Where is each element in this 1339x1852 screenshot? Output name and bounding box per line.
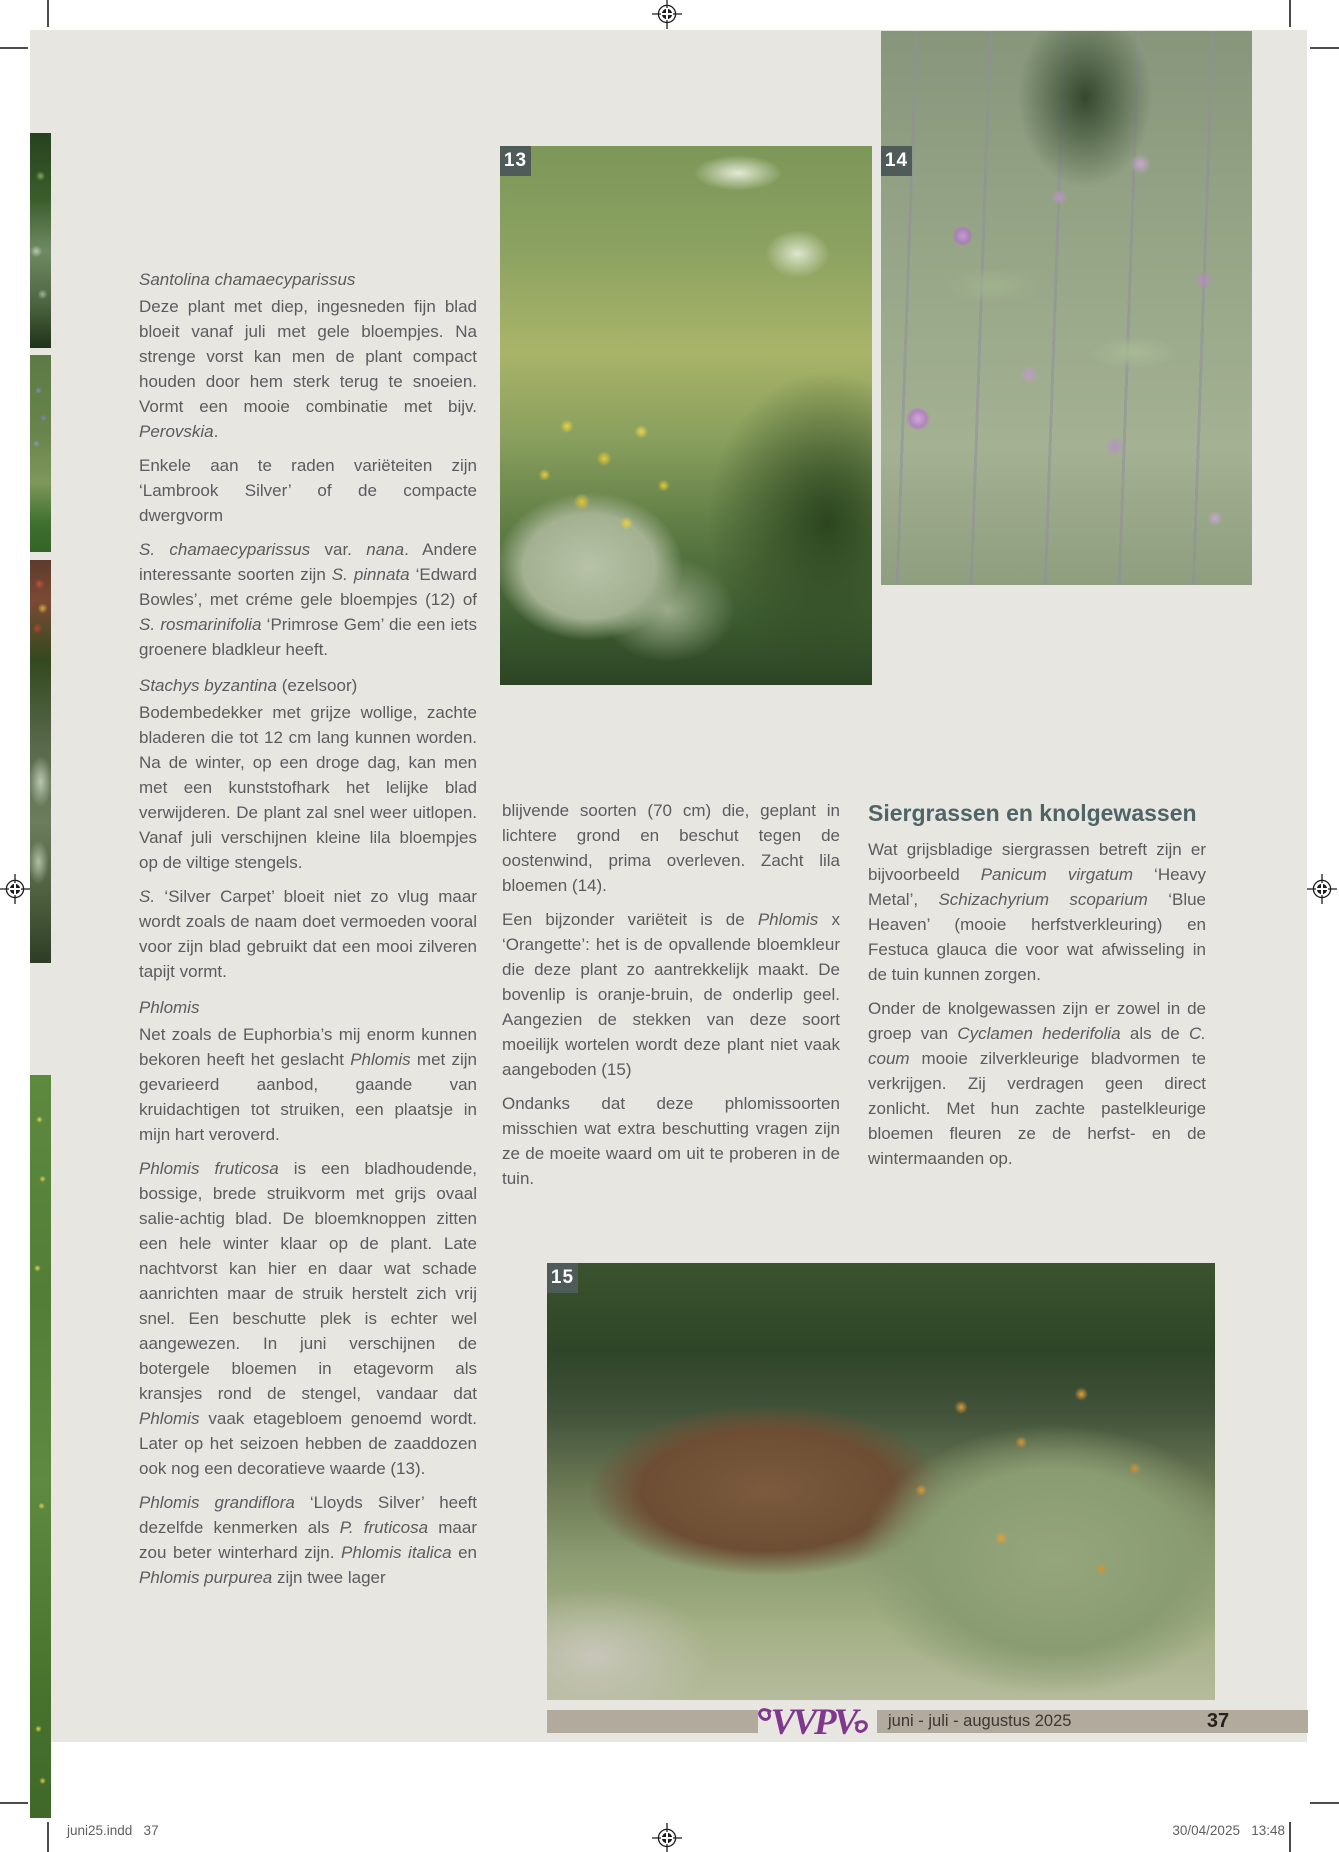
logo-left-curl	[760, 1710, 771, 1720]
paragraph: Deze plant met diep, ingesneden fijn blad bloeit vanaf juli met gele bloempjes. Na strenge vorst kan men de plant compact houden door hem sterk terug te snoeien. Vormt een mooie combinatie met bijv. Perovskia.	[139, 297, 477, 441]
paragraph: Phlomis grandiflora ‘Lloyds Silver’ heeft dezelfde kenmerken als P. fruticosa maar zou beter winterhard zijn. Phlomis italica en Phlomis purpurea zijn twee lager	[139, 1493, 478, 1587]
crop-mark-bottom-right-vertical	[1289, 1822, 1291, 1852]
paragraph: S. chamaecyparissus var. nana. Andere interessante soorten zijn S. pinnata ‘Edward Bowles’, met créme gele bloempjes (12) of S. rosmarinifolia ‘Primrose Gem’ die een iets groenere bladkleur heeft.	[139, 540, 478, 659]
photo-13-label: 13	[500, 146, 531, 176]
section-heading-siergrassen: Siergrassen en knolgewassen	[868, 800, 1197, 826]
paragraph: Bodembedekker met grijze wollige, zachte bladeren die tot 12 cm lang kunnen worden. Na de winter, op een droge dag, kan men met een kunststofhark het lelijke blad verwijderen. De plant zal snel weer uitlopen. Vanaf juli verschijnen kleine lila bloempjes op de viltige stengels.	[139, 703, 477, 872]
crop-mark-top-left-horizontal	[0, 47, 28, 49]
text-column-3	[868, 798, 1206, 1180]
heading-phlomis: Phlomis	[139, 998, 200, 1017]
paragraph: Enkele aan te raden variëteiten zijn ‘Lambrook Silver’ of de compacte dwergvorm	[139, 456, 477, 525]
left-strip-photo-1	[30, 133, 51, 348]
vvpv-logo	[757, 1694, 869, 1746]
paragraph: Ondanks dat deze phlomissoorten misschien wat extra beschutting vragen zijn ze de moeite waard om uit te proberen in de tuin.	[502, 1094, 840, 1188]
crop-mark-bottom-right-horizontal	[1310, 1802, 1339, 1804]
footer-page-number: 37	[1206, 1710, 1230, 1732]
print-slug-filename: juni25.indd 37	[67, 1823, 159, 1838]
photo-14-label: 14	[881, 146, 912, 176]
logo-text: VVPV	[770, 1702, 856, 1743]
paragraph: Wat grijsbladige siergrassen betreft zijn er bijvoorbeeld Panicum virgatum ‘Heavy Metal’, Schizachyrium scoparium ‘Blue Heaven’ (mooie herfstverkleuring) en Festuca glauca die voor wat afwisseling in de tuin kunnen zorgen.	[868, 840, 1206, 984]
footer-issue-date: juni - juli - augustus 2025	[888, 1712, 1072, 1730]
crop-mark-bottom-left-vertical	[47, 1822, 49, 1852]
photo-14-phlomis-lila	[881, 31, 1252, 585]
photo-15-phlomis-orange	[547, 1263, 1215, 1700]
footer-bar-left	[547, 1710, 758, 1733]
photo-13-santolina-garden	[500, 146, 872, 685]
heading-stachys: Stachys byzantina (ezelsoor)	[139, 676, 358, 695]
left-strip-photo-2	[30, 355, 51, 552]
crop-mark-bottom-left-horizontal	[0, 1802, 28, 1804]
crop-mark-top-right-horizontal	[1310, 47, 1339, 49]
registration-mark-top	[652, 0, 682, 29]
paragraph: Phlomis fruticosa is een bladhoudende, bossige, brede struikvorm met grijs ovaal salie-achtig blad. De bloemknoppen zitten een hele winter klaar op de plant. Late nachtvorst kan hier en daar wat schade aanrichten maar de struik herstelt zich vrij snel. Een beschutte plek is echter wel aangewezen. In juni verschijnen de botergele bloemen in etagevorm als kransjes rond de stengel, vandaar dat Phlomis vaak etagebloem genoemd wordt. Later op het seizoen hebben de zaaddozen ook nog een decoratieve waarde (13).	[139, 1159, 477, 1478]
crop-mark-top-left-vertical	[47, 0, 49, 27]
registration-mark-right	[1307, 874, 1337, 904]
crop-mark-top-right-vertical	[1289, 0, 1291, 27]
print-slug-datetime: 30/04/2025 13:48	[1172, 1823, 1285, 1838]
registration-mark-bottom	[652, 1823, 682, 1852]
paragraph: S. ‘Silver Carpet’ bloeit niet zo vlug maar wordt zoals de naam doet vermoeden vooral voor zijn blad gebruikt dat een mooi zilveren tapijt vormt.	[139, 887, 477, 981]
paragraph: blijvende soorten (70 cm) die, geplant in lichtere grond en beschut tegen de oostenwind, prima overleven. Zacht lila bloemen (14).	[502, 801, 840, 895]
left-strip-photo-3	[30, 560, 51, 963]
paragraph: Onder de knolgewassen zijn er zowel in de groep van Cyclamen hederifolia als de C. coum mooie zilverkleurige bladvormen te verkrijgen. Zij verdragen geen direct zonlicht. Met hun zachte pastelkleurige bloemen fleuren ze de herfst- en de wintermaanden op.	[868, 999, 1206, 1168]
left-strip-photo-4	[30, 1075, 51, 1818]
logo-right-curl	[855, 1722, 866, 1732]
heading-santolina: Santolina chamaecyparissus	[139, 270, 356, 289]
text-column-1	[139, 256, 477, 1599]
text-column-2	[502, 798, 840, 1200]
paragraph: Net zoals de Euphorbia’s mij enorm kunnen bekoren heeft het geslacht Phlomis met zijn gevarieerd aanbod, gaande van kruidachtigen tot struiken, een plaatsje in mijn hart veroverd.	[139, 1025, 477, 1144]
registration-mark-left	[0, 874, 30, 904]
paragraph: Een bijzonder variëteit is de Phlomis x ‘Orangette’: het is de opvallende bloemkleur die deze plant zo aantrekkelijk maakt. De bovenlip is oranje-bruin, de onderlip geel. Aangezien de stekken van deze soort moeilijk wortelen wordt deze plant niet vaak aangeboden (15)	[502, 910, 840, 1079]
photo-15-label: 15	[547, 1263, 578, 1293]
